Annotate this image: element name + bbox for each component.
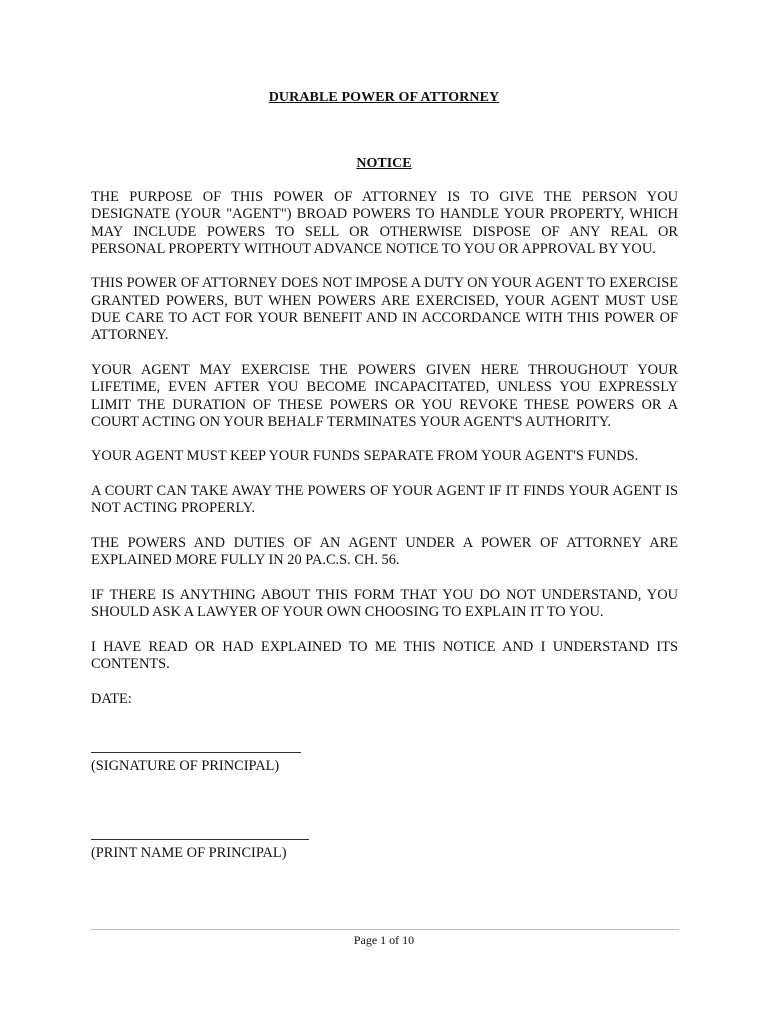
print-name-block — [91, 839, 309, 862]
paragraph-acknowledgement: I HAVE READ OR HAD EXPLAINED TO ME THIS NOTICE AND I UNDERSTAND ITS CONTENTS. — [91, 638, 678, 673]
notice-body — [91, 189, 678, 725]
paragraph-court: A COURT CAN TAKE AWAY THE POWERS OF YOUR AGENT IF IT FINDS YOUR AGENT IS NOT ACTING PROPERLY. — [91, 483, 678, 517]
document-title: DURABLE POWER OF ATTORNEY — [268, 90, 500, 105]
footer-divider — [91, 929, 679, 930]
signature-label: (SIGNATURE OF PRINCIPAL) — [91, 758, 280, 774]
signature-block — [91, 752, 301, 775]
paragraph-duties: THE POWERS AND DUTIES OF AN AGENT UNDER A POWER OF ATTORNEY ARE EXPLAINED MORE FULLY IN 20 PA.C.S. CH. 56. — [91, 534, 678, 569]
paragraph-lifetime: YOUR AGENT MAY EXERCISE THE POWERS GIVEN HERE THROUGHOUT YOUR LIFETIME, EVEN AFTER YOU BECOME INCAPACITATED, UNLESS YOU EXPRESSLY LIMIT THE DURATION OF THESE POWERS OR YOU REVOKE THESE POWERS OR A COURT ACTING ON YOUR BEHALF TERMINATES YOUR AGENT'S AUTHORITY. — [91, 361, 678, 430]
paragraph-purpose: THE PURPOSE OF THIS POWER OF ATTORNEY IS TO GIVE THE PERSON YOU DESIGNATE (YOUR "AGENT") BROAD POWERS TO HANDLE YOUR PROPERTY, WHICH MAY INCLUDE POWERS TO SELL OR OTHERWISE DISPOSE OF ANY REAL OR PERSONAL PROPERTY WITHOUT ADVANCE NOTICE TO YOU OR APPROVAL BY YOU. — [91, 189, 678, 257]
print-name-label: (PRINT NAME OF PRINCIPAL) — [91, 845, 287, 861]
paragraph-funds: YOUR AGENT MUST KEEP YOUR FUNDS SEPARATE FROM YOUR AGENT'S FUNDS. — [91, 448, 639, 465]
paragraph-duty: THIS POWER OF ATTORNEY DOES NOT IMPOSE A DUTY ON YOUR AGENT TO EXERCISE GRANTED POWERS, BUT WHEN POWERS ARE EXERCISED, YOUR AGENT MUST USE DUE CARE TO ACT FOR YOUR BENEFIT AND IN ACCORDANCE WITH THIS POWER OF ATTORNEY. — [91, 275, 678, 344]
paragraph-lawyer: IF THERE IS ANYTHING ABOUT THIS FORM THAT YOU DO NOT UNDERSTAND, YOU SHOULD ASK A LAWYER OF YOUR OWN CHOOSING TO EXPLAIN IT TO YOU. — [91, 586, 678, 621]
notice-heading: NOTICE — [356, 156, 412, 171]
print-name-line[interactable] — [91, 839, 309, 840]
page-number: Page 1 of 10 — [353, 933, 415, 947]
signature-line[interactable] — [91, 752, 301, 753]
date-label: DATE: — [91, 690, 132, 707]
